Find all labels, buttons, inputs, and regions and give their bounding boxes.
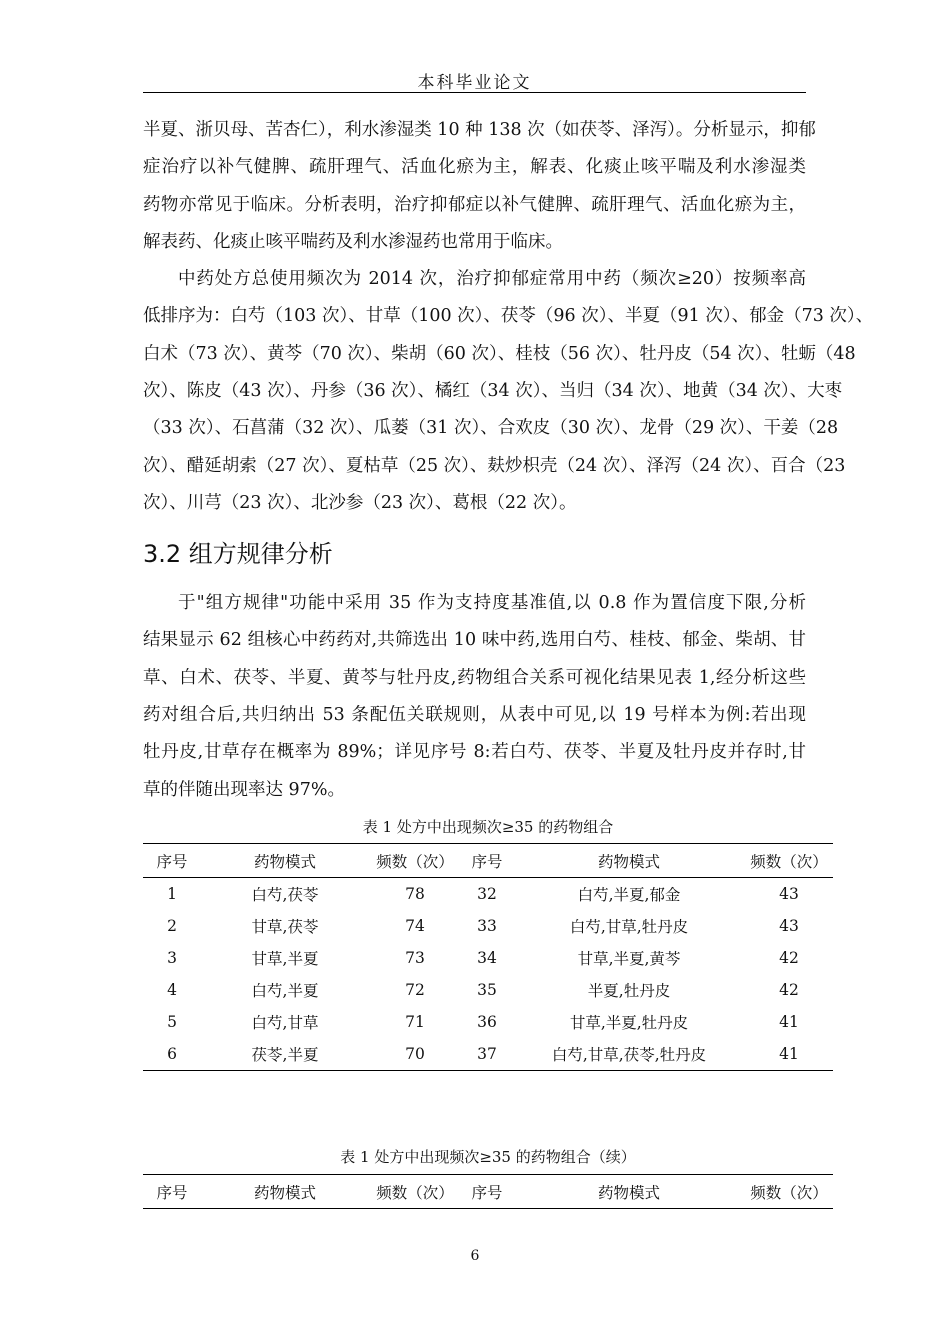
column-header: 序号 <box>461 1175 513 1209</box>
column-header: 频数（次） <box>745 1175 833 1209</box>
table-row <box>143 942 833 974</box>
table-cell: 甘草,半夏 <box>251 950 319 968</box>
table-row <box>143 878 833 911</box>
table-cell: 5 <box>167 1013 177 1031</box>
paragraph2-line: 次）、陈皮（43 次）、丹参（36 次）、橘红（34 次）、当归（34 次）、地黄（34 次）、大枣 <box>143 380 843 401</box>
paragraph3-line: 于"组方规律"功能中采用 35 作为支持度基准值,以 0.8 作为置信度下限,分析 <box>178 593 806 613</box>
table-cell: 白芍,茯苓 <box>251 886 319 904</box>
table-cell: 43 <box>779 885 799 903</box>
table-cell: 半夏,牡丹皮 <box>587 982 671 1000</box>
paragraph3-line: 药对组合后,共归纳出 53 条配伍关联规则，从表中可见,以 19 号样本为例:若出现 <box>143 704 806 725</box>
table-cell: 43 <box>779 917 799 935</box>
paragraph3-line: 草、白术、茯苓、半夏、黄芩与牡丹皮,药物组合关系可视化结果见表 1,经分析这些 <box>143 667 806 688</box>
table1-cont-header-row <box>143 1175 833 1209</box>
table-row <box>143 974 833 1006</box>
table-cell: 甘草,半夏,黄芩 <box>577 950 681 968</box>
column-header: 序号 <box>461 844 513 878</box>
table-cell: 甘草,半夏,牡丹皮 <box>569 1014 689 1032</box>
paragraph3-line: 结果显示 62 组核心中药药对,共筛选出 10 味中药,选用白芍、桂枝、郁金、柴胡、甘 <box>143 630 806 651</box>
section-heading: 3.2 组方规律分析 <box>143 540 333 568</box>
table-cell: 41 <box>779 1045 799 1063</box>
table-cell: 42 <box>779 981 799 999</box>
table1-continued <box>143 1174 833 1209</box>
table-cell: 白芍,甘草,牡丹皮 <box>569 918 689 936</box>
paragraph2-line: （33 次）、石菖蒲（32 次）、瓜蒌（31 次）、合欢皮（30 次）、龙骨（29 次）、干姜（28 <box>143 418 839 439</box>
table-row <box>143 1038 833 1071</box>
table-cell: 74 <box>405 917 425 935</box>
table-cell: 3 <box>167 949 177 967</box>
table-cell: 6 <box>167 1045 177 1063</box>
table-row <box>143 910 833 942</box>
paragraph2-line: 白术（73 次）、黄芩（70 次）、柴胡（60 次）、桂枝（56 次）、牡丹皮（54 次）、牡蛎（48 <box>143 343 856 364</box>
column-header: 频数（次） <box>369 1175 461 1209</box>
paragraph3-line: 草的伴随出现率达 97%。 <box>143 779 345 800</box>
table-cell: 42 <box>779 949 799 967</box>
table1-cont-caption: 表 1 处方中出现频次≥35 的药物组合（续） <box>340 1148 636 1166</box>
table-cell: 白芍,甘草 <box>251 1014 319 1032</box>
table1-caption: 表 1 处方中出现频次≥35 的药物组合 <box>362 818 614 836</box>
table-cell: 白芍,甘草,茯苓,牡丹皮 <box>551 1046 707 1064</box>
paragraph2-line: 次）、醋延胡索（27 次）、夏枯草（25 次）、麸炒枳壳（24 次）、泽泻（24 次）、百合（23 <box>143 455 846 476</box>
table-row <box>143 1006 833 1038</box>
table1-header-row <box>143 844 833 878</box>
paragraph2-line: 低排序为：白芍（103 次）、甘草（100 次）、茯苓（96 次）、半夏（91 次）、郁金（73 次）、 <box>143 306 874 327</box>
column-header: 序号 <box>143 1175 201 1209</box>
page-number: 6 <box>470 1248 480 1264</box>
table-cell: 2 <box>167 917 177 935</box>
column-header: 序号 <box>143 844 201 878</box>
table-cell: 白芍,半夏 <box>251 982 319 1000</box>
column-header: 频数（次） <box>369 844 461 878</box>
paragraph2-line: 中药处方总使用频次为 2014 次，治疗抑郁症常用中药（频次≥20）按频率高 <box>178 269 806 289</box>
table-cell: 41 <box>779 1013 799 1031</box>
table-cell: 33 <box>477 917 497 935</box>
paragraph1-line: 半夏、浙贝母、苦杏仁），利水渗湿类 10 种 138 次（如茯苓、泽泻）。分析显示，抑郁 <box>143 120 816 140</box>
table-cell: 35 <box>477 981 497 999</box>
table-cell: 茯苓,半夏 <box>251 1046 319 1064</box>
column-header: 药物模式 <box>201 844 369 878</box>
page-header-title: 本科毕业论文 <box>417 73 532 93</box>
table-cell: 4 <box>167 981 177 999</box>
table-cell: 37 <box>477 1045 497 1063</box>
table-cell: 32 <box>477 885 497 903</box>
paragraph2-line: 次）、川芎（23 次）、北沙参（23 次）、葛根（22 次）。 <box>143 492 577 513</box>
paragraph3-line: 牡丹皮,甘草存在概率为 89%；详见序号 8:若白芍、茯苓、半夏及牡丹皮并存时,甘 <box>143 742 806 763</box>
table-cell: 36 <box>477 1013 497 1031</box>
column-header: 药物模式 <box>513 844 745 878</box>
table-cell: 甘草,茯苓 <box>251 918 319 936</box>
table-cell: 70 <box>405 1045 425 1063</box>
table-cell: 白芍,半夏,郁金 <box>577 886 681 904</box>
table-cell: 34 <box>477 949 497 967</box>
table-cell: 1 <box>167 885 177 903</box>
column-header: 药物模式 <box>513 1175 745 1209</box>
table-cell: 73 <box>405 949 425 967</box>
table-cell: 78 <box>405 885 425 903</box>
table1 <box>143 843 833 1071</box>
table-cell: 72 <box>405 981 425 999</box>
column-header: 药物模式 <box>201 1175 369 1209</box>
paragraph1-line: 药物亦常见于临床。分析表明，治疗抑郁症以补气健脾、疏肝理气、活血化瘀为主， <box>143 194 806 215</box>
paragraph1-line: 解表药、化痰止咳平喘药及利水渗湿药也常用于临床。 <box>143 231 563 252</box>
paragraph1-line: 症治疗以补气健脾、疏肝理气、活血化瘀为主，解表、化痰止咳平喘及利水渗湿类 <box>143 157 806 178</box>
table-cell: 71 <box>405 1013 425 1031</box>
header-divider <box>143 92 806 93</box>
column-header: 频数（次） <box>745 844 833 878</box>
